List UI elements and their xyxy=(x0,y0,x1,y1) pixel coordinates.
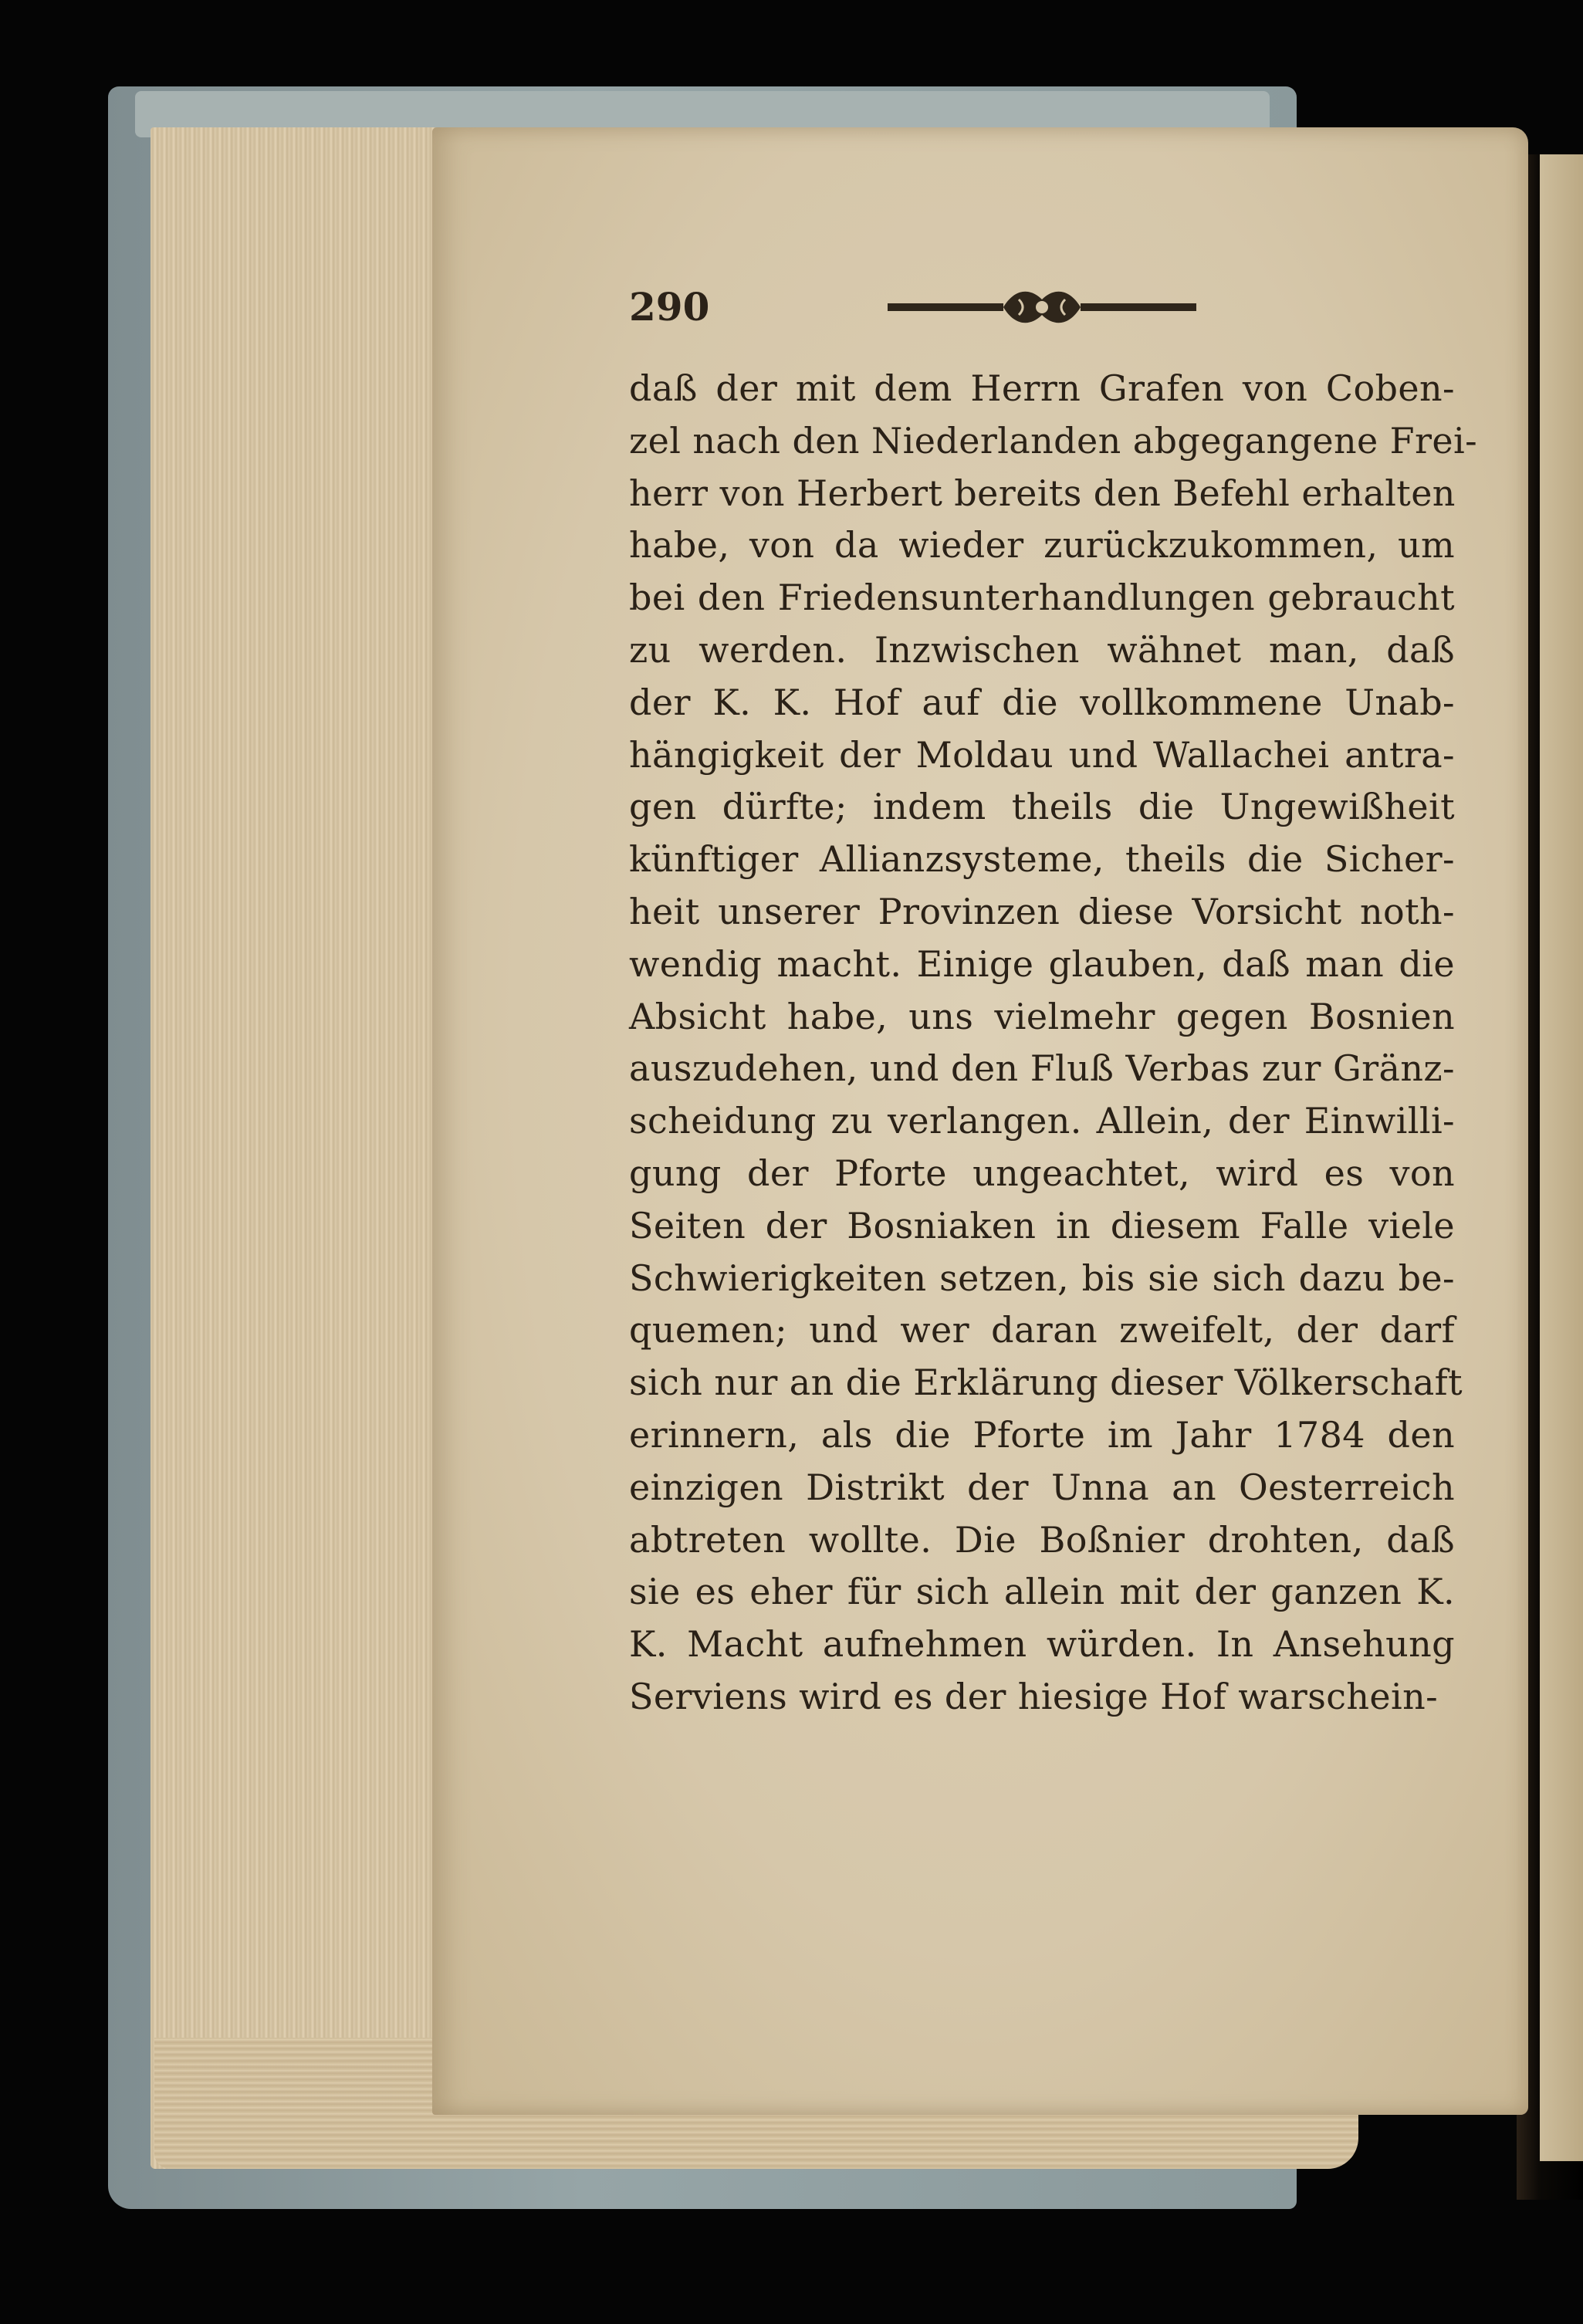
text-line: Serviens wird es der hiesige Hof warschein- xyxy=(629,1675,1439,1717)
text-line: quemen; und wer daran zweifelt, der darf xyxy=(629,1309,1455,1351)
text-line: künftiger Allianzsysteme, theils die Sicher- xyxy=(629,838,1455,881)
text-line: habe, von da wieder zurückzukommen, um xyxy=(629,524,1455,567)
text-line: der K. K. Hof auf die vollkommene Unab- xyxy=(629,681,1455,723)
fleuron-icon xyxy=(888,284,1196,330)
text-line: zel nach den Niederlanden abgegangene Frei- xyxy=(629,419,1478,462)
text-line: Seiten der Bosniaken in diesem Falle viele xyxy=(629,1204,1455,1247)
text-line: Schwierigkeiten setzen, bis sie sich dazu be- xyxy=(629,1257,1455,1299)
text-line: gen dürfte; indem theils die Ungewißheit xyxy=(629,786,1455,828)
text-line: daß der mit dem Herrn Grafen von Coben- xyxy=(629,367,1455,409)
text-line: K. Macht aufnehmen würden. In Ansehung xyxy=(629,1623,1455,1666)
facing-page-edge xyxy=(1540,154,1583,2161)
text-line: auszudehen, und den Fluß Verbas zur Gränz- xyxy=(629,1047,1455,1090)
text-line: erinnern, als die Pforte im Jahr 1784 den xyxy=(629,1413,1455,1456)
text-line: scheidung zu verlangen. Allein, der Einwilli- xyxy=(629,1100,1455,1142)
body-text xyxy=(629,363,1478,1724)
text-line: Absicht habe, uns vielmehr gegen Bosnien xyxy=(629,995,1455,1037)
text-line: herr von Herbert bereits den Befehl erhalten xyxy=(629,472,1456,514)
text-line: wendig macht. Einige glauben, daß man die xyxy=(629,942,1455,985)
text-line: einzigen Distrikt der Unna an Oesterreich xyxy=(629,1466,1455,1508)
text-line: sie es eher für sich allein mit der ganzen K. xyxy=(629,1571,1455,1613)
text-line: abtreten wollte. Die Boßnier drohten, daß xyxy=(629,1518,1455,1561)
text-line: gung der Pforte ungeachtet, wird es von xyxy=(629,1152,1455,1194)
page-number: 290 xyxy=(629,284,710,330)
text-line: hängigkeit der Moldau und Wallachei antra- xyxy=(629,733,1455,776)
text-line: heit unserer Provinzen diese Vorsicht noth- xyxy=(629,890,1455,932)
text-line: bei den Friedensunterhandlungen gebraucht xyxy=(629,577,1455,619)
text-line: zu werden. Inzwischen wähnet man, daß xyxy=(629,628,1455,671)
text-line: sich nur an die Erklärung dieser Völkerschaft xyxy=(629,1362,1463,1404)
